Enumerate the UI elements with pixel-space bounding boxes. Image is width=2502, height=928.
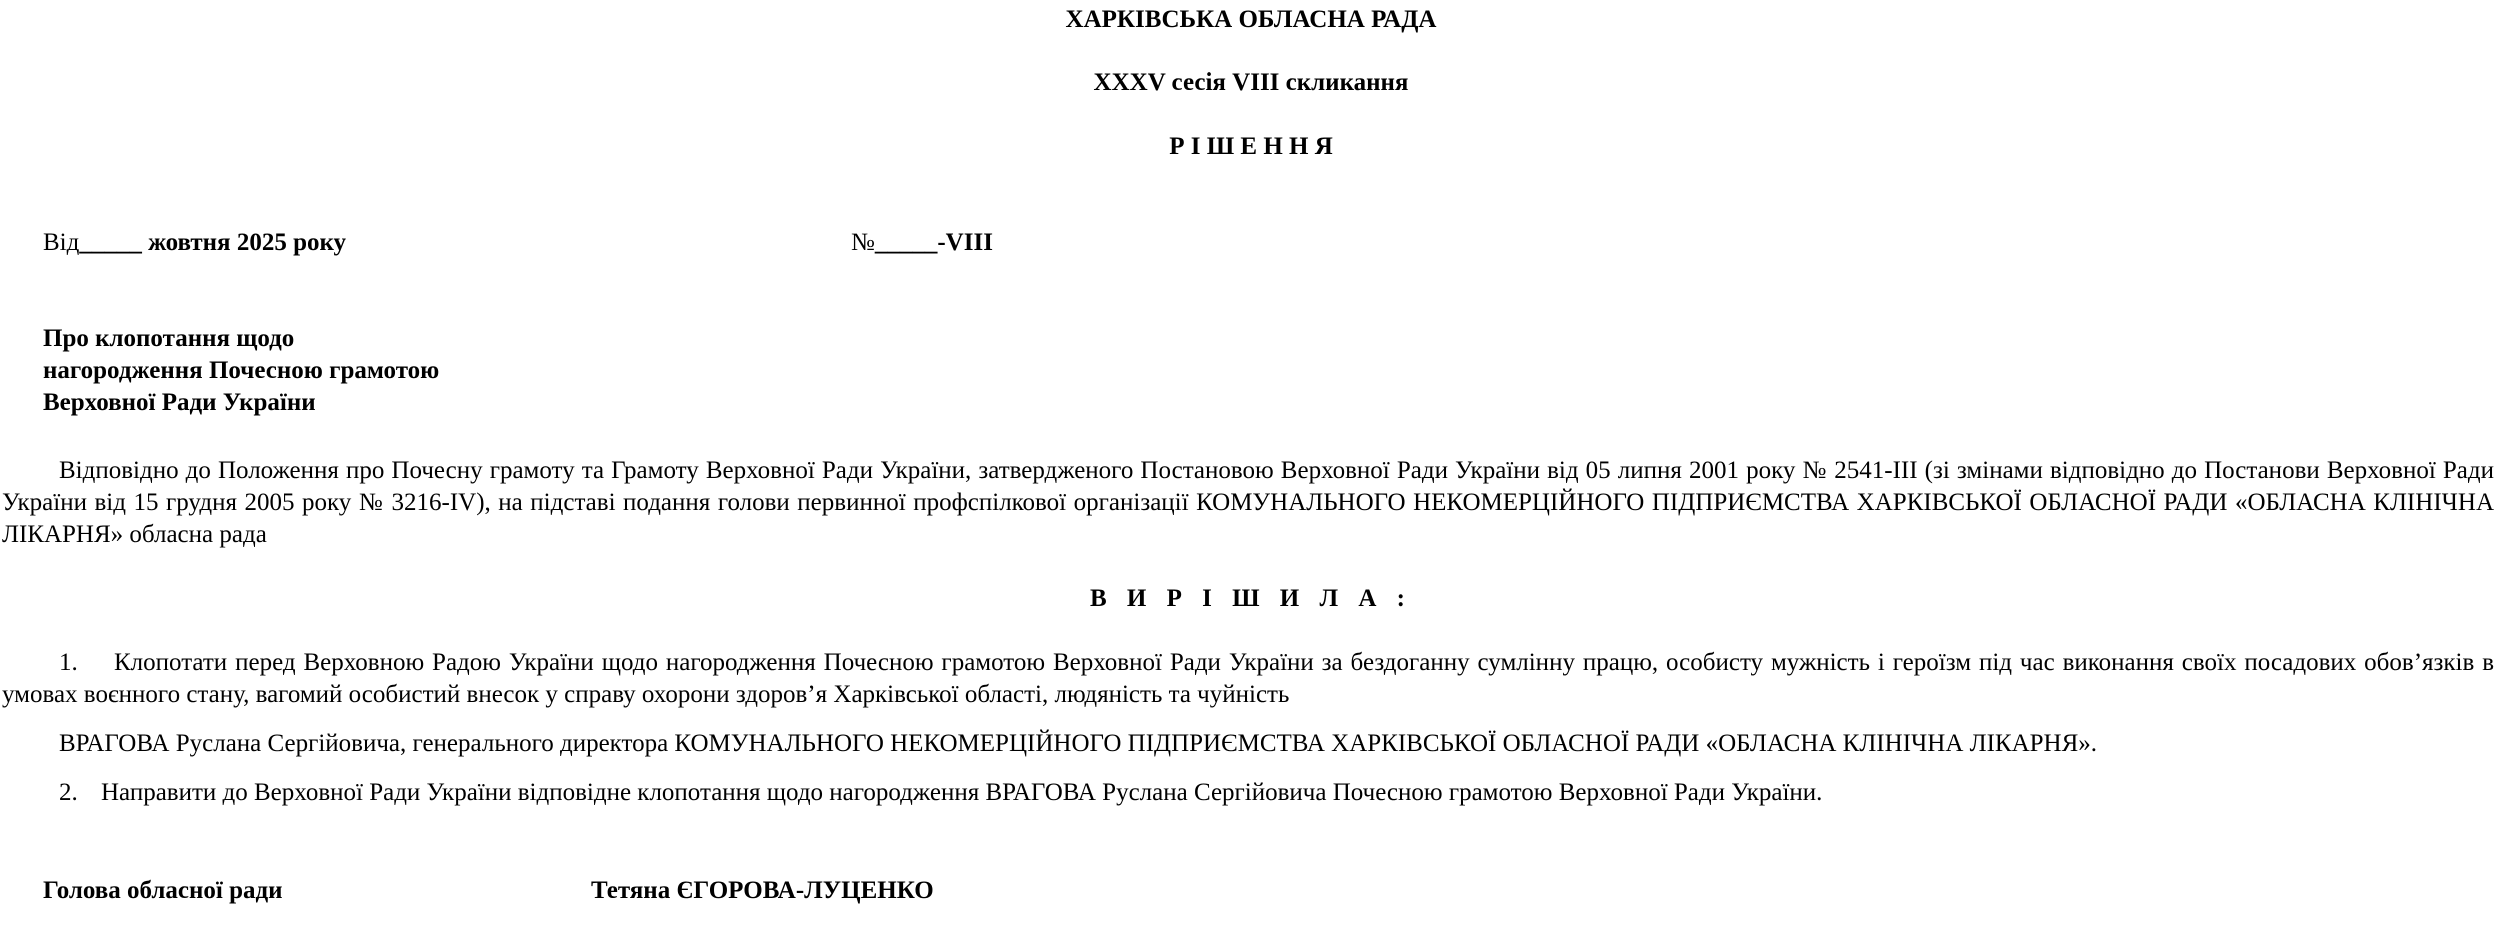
number-prefix: № bbox=[851, 229, 875, 256]
title-line: Верховної Ради України bbox=[43, 389, 316, 416]
number-blank: _____ bbox=[874, 229, 938, 256]
decision-date bbox=[43, 227, 346, 259]
signature-name: Тетяна ЄГОРОВА-ЛУЦЕНКО bbox=[591, 877, 934, 904]
item-number: 2. bbox=[59, 779, 78, 806]
date-prefix: Від bbox=[43, 229, 80, 256]
date-blank: _____ bbox=[79, 229, 142, 256]
decision-title bbox=[43, 323, 439, 419]
document-type: Р І Ш Е Н Н Я bbox=[1169, 133, 1333, 160]
item-text: Клопотати перед Верховною Радою України щодо нагородження Почесною грамотою Верховної Ради України за бездоганну сумлінну працю, особисту мужність і героїзм під час виконання своїх посадових обов’язків в умовах воєнного стану, вагомий особистий внесок у справу охорони здоров’я Харківської області, людяність та чуйність bbox=[2, 649, 2494, 708]
signature-position: Голова обласної ради bbox=[43, 877, 283, 904]
council-name: ХАРКІВСЬКА ОБЛАСНА РАДА bbox=[1065, 6, 1437, 33]
session-title: XXXV сесія VIII скликання bbox=[1093, 69, 1409, 96]
title-line: нагородження Почесною грамотою bbox=[43, 357, 440, 384]
nominee-paragraph: ВРАГОВА Руслана Сергійовича, генерального директора КОМУНАЛЬНОГО НЕКОМЕРЦІЙНОГО ПІДПРИЄМСТВА ХАРКІВСЬКОЇ ОБЛАСНОЇ РАДИ «ОБЛАСНА КЛІНІЧНА ЛІКАРНЯ». bbox=[59, 730, 2098, 757]
title-line: Про клопотання щодо bbox=[43, 325, 295, 352]
resolution-item-2 bbox=[2, 777, 1822, 809]
decision-number bbox=[851, 227, 993, 259]
item-number: 1. bbox=[59, 649, 78, 676]
date-text: жовтня 2025 року bbox=[141, 229, 347, 256]
resolution-item-1 bbox=[2, 647, 2494, 711]
resolved-heading: В И Р І Ш И Л А : bbox=[1089, 585, 1413, 612]
preamble-paragraph: Відповідно до Положення про Почесну грамоту та Грамоту Верховної Ради України, затвердженого Постановою Верховної Ради України від 05 липня 2001 року № 2541-III (зі змінами відповідно до Постанови Верховної Ради України від 15 грудня 2005 року № 3216-IV), на підставі подання голови первинної профспілкової організації КОМУНАЛЬНОГО НЕКОМЕРЦІЙНОГО ПІДПРИЄМСТВА ХАРКІВСЬКОЇ ОБЛАСНОЇ РАДИ «ОБЛАСНА КЛІНІЧНА ЛІКАРНЯ» обласна рада bbox=[2, 457, 2494, 548]
number-suffix: -VIII bbox=[937, 229, 993, 256]
item-text: Направити до Верховної Ради України відповідне клопотання щодо нагородження ВРАГОВА Руслана Сергійовича Почесною грамотою Верховної Ради України. bbox=[101, 779, 1823, 806]
